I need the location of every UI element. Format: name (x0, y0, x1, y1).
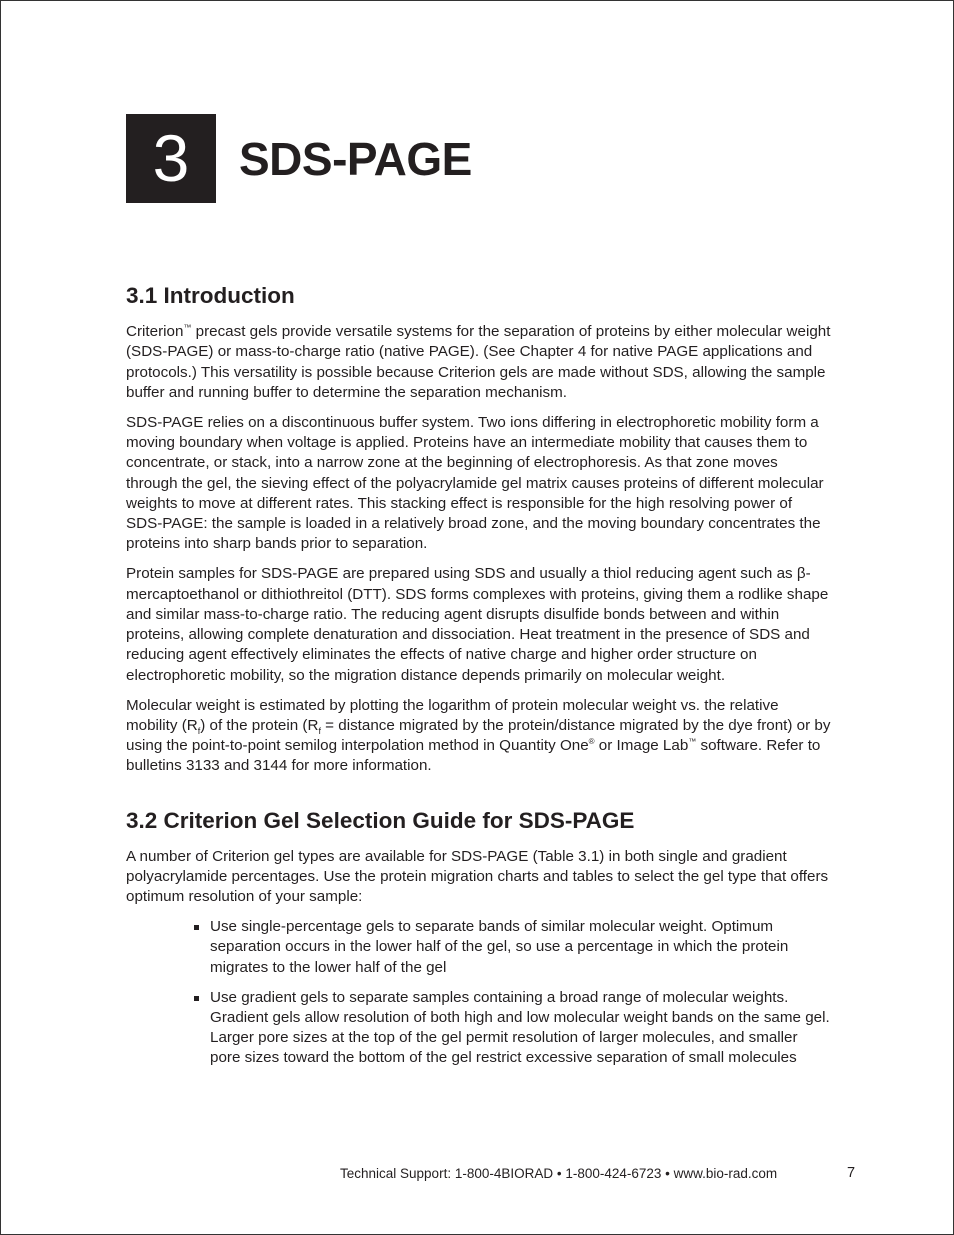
footer-support-text: Technical Support: 1-800-4BIORAD • 1-800-424-6723 • www.bio-rad.com (340, 1166, 778, 1181)
intro-p1-text-b: precast gels provide versatile systems for the separation of proteins by either molecular weight (SDS-PAGE) or mass-to-charge ratio (native PAGE). (See Chapter 4 for native PAGE applications and protocols.) This versatility is possible because Criterion gels are made without SDS, allowing the sample buffer and running buffer to determine the separation mechanism. (126, 323, 831, 401)
subscript-f: f (197, 725, 201, 736)
intro-p1-text-a: Criterion (126, 323, 184, 340)
section-heading-introduction: 3.1 Introduction (126, 283, 295, 308)
selection-paragraph-1: A number of Criterion gel types are available for SDS-PAGE (Table 3.1) in both single and gradient polyacrylamide percentages. Use the protein migration charts and tables to select the gel type that offers optimum resolution of your sample: (126, 847, 829, 906)
intro-p4-text-e: software. Refer to bulletins 3133 and 3144 for more information. (126, 737, 821, 775)
intro-paragraph-1 (126, 322, 831, 403)
list-item (210, 917, 831, 978)
intro-p4-text-d: or Image Lab (594, 737, 689, 755)
intro-paragraph-4 (126, 696, 831, 777)
trademark-symbol: ™ (183, 322, 192, 332)
square-bullet-icon (194, 996, 199, 1001)
intro-paragraph-3: Protein samples for SDS-PAGE are prepared using SDS and usually a thiol reducing agent such as β-mercaptoethanol or dithiothreitol (DTT). SDS forms complexes with proteins, giving them a rodlike shape and similar mass-to-charge ratio. The reducing agent disrupts disulfide bonds between and within proteins, allowing complete denaturation and dissociation. Heat treatment in the presence of SDS and reducing agent effectively eliminates the effects of native charge and higher order structure on electrophoretic mobility, so the migration distance depends primarily on molecular weight. (126, 565, 829, 684)
selection-bullet-list (126, 917, 831, 1069)
section-heading-gel-selection: 3.2 Criterion Gel Selection Guide for SDS-PAGE (126, 807, 635, 833)
intro-p4-text-c: = distance migrated by the protein/distance migrated by the dye front) or by using the point-to-point semilog interpolation method in Quantity One (126, 716, 831, 755)
list-item (210, 988, 831, 1069)
trademark-symbol: ™ (688, 737, 697, 747)
intro-p4-text-b: ) of the protein (R (200, 716, 319, 734)
square-bullet-icon (194, 925, 199, 930)
chapter-number: 3 (152, 121, 190, 195)
intro-paragraph-2: SDS-PAGE relies on a discontinuous buffer system. Two ions differing in electrophoretic mobility form a moving boundary when voltage is applied. Proteins have an intermediate mobility that causes them to concentrate, or stack, into a narrow zone at the beginning of electrophoresis. As that zone moves through the gel, the sieving effect of the polyacrylamide gel matrix causes proteins of different molecular weights to move at different rates. This stacking effect is responsible for the high resolving power of SDS-PAGE: the sample is loaded in a relatively broad zone, and the moving boundary concentrates the proteins into sharp bands prior to separation. (126, 413, 824, 553)
chapter-number-box (126, 114, 216, 203)
intro-p4-text-a: Molecular weight is estimated by plotting the logarithm of protein molecular weight vs. the relative mobility (R (126, 696, 779, 734)
chapter-title: SDS-PAGE (239, 133, 472, 185)
list-item-text: Use single-percentage gels to separate bands of similar molecular weight. Optimum separation occurs in the lower half of the gel, so use a percentage in which the protein migrates to the lower half of the gel (210, 918, 789, 976)
subscript-f: f (318, 725, 321, 736)
registered-symbol: ® (588, 737, 595, 747)
main-content (126, 281, 831, 1078)
list-item-text: Use gradient gels to separate samples containing a broad range of molecular weights. Gradient gels allow resolution of both high and low molecular weight bands on the same gel. Larger pore sizes at the top of the gel permit resolution of larger molecules, and smaller pore sizes toward the bottom of the gel restrict excessive separation of small molecules (210, 988, 830, 1067)
page-number: 7 (847, 1165, 856, 1181)
